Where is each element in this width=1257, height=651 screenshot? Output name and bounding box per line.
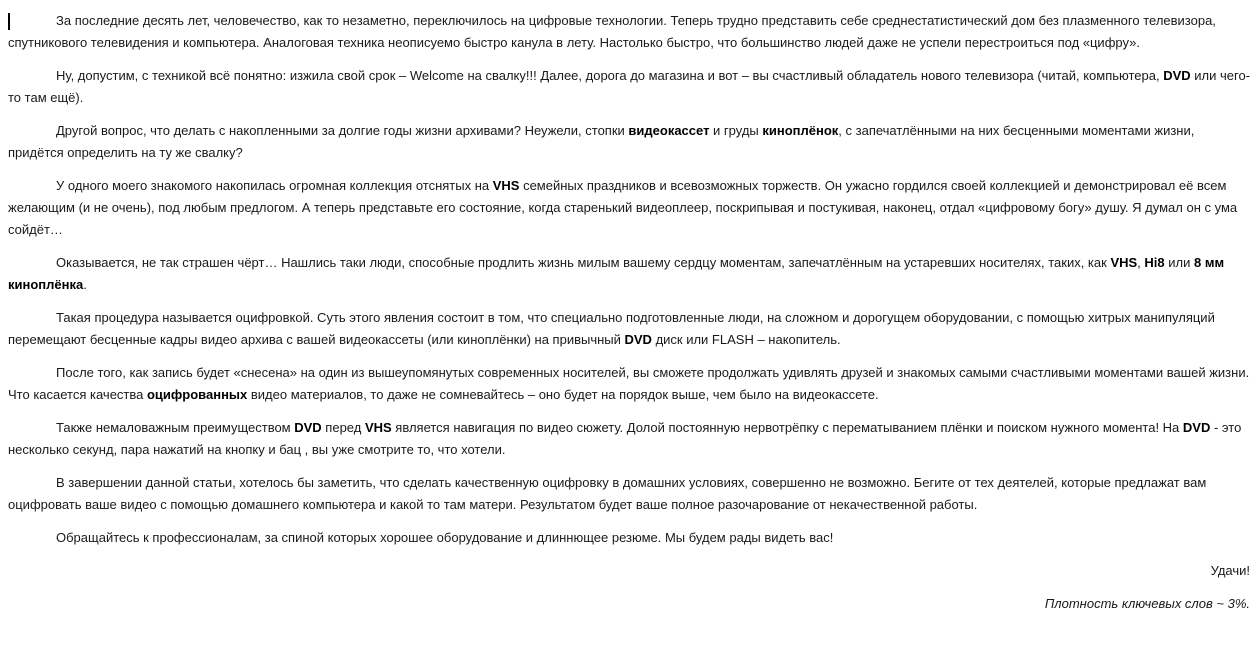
text-run: Такая процедура называется оцифровкой. Суть этого явления состоит в том, что специально подготовленные люди, на сложном и дорогущем оборудовании, с помощью хитрых манипуляций перемещают бесценные кадры видео архива с вашей видеокассеты (или киноплёнки) на привычный bbox=[8, 310, 1215, 347]
paragraph bbox=[8, 472, 1252, 516]
text-run: Ну, допустим, с техникой всё понятно: изжила свой срок – Welcome на свалку!!! Далее, дорога до магазина и вот – вы счастливый обладатель нового телевизора (читай, компьютера, bbox=[56, 68, 1164, 83]
text-run: , с запечатлёнными на них бесценными моментами жизни, придётся определить на ту же свалку? bbox=[8, 123, 1195, 160]
text-run: перед bbox=[321, 420, 365, 435]
bold-keyword: DVD bbox=[624, 332, 652, 347]
paragraph bbox=[8, 65, 1252, 109]
text-run: . bbox=[83, 277, 87, 292]
text-run: семейных праздников и всевозможных торжеств. Он ужасно гордился своей коллекцией и демонстрировал её всем желающим (и не очень), под любым предлогом. А теперь представьте его состояние, когда старенький видеоплеер, поскрипывая и постукивая, наконец, отдал «цифровому богу» душу. Я думал он с ума сойдёт… bbox=[8, 178, 1238, 237]
text-run: и груды bbox=[709, 123, 763, 138]
bold-keyword: оцифрованных bbox=[146, 387, 248, 402]
text-run: является навигация по видео сюжету. Долой постоянную нервотрёпку с перематыванием плёнки и поиском нужного момента! На bbox=[391, 420, 1183, 435]
text-run: или чего-то там ещё). bbox=[8, 68, 1251, 105]
bold-keyword: DVD bbox=[294, 420, 322, 435]
text-run: Обращайтесь к профессионалам, за спиной которых хорошее оборудование и длиннющее резюме. Мы будем рады видеть вас! bbox=[56, 530, 834, 545]
bold-keyword: DVD bbox=[1163, 68, 1191, 83]
bold-keyword: киноплёнок bbox=[762, 123, 839, 138]
text-run: За последние десять лет, человечество, как то незаметно, переключилось на цифровые технологии. Теперь трудно представить себе среднестатистический дом без плазменного телевизора, спутникового телевидения и компьютера. Аналоговая техника неописуемо быстро канула в лету. Настолько быстро, что большинство людей даже не успели перестроиться под «цифру». bbox=[8, 13, 1216, 50]
text-run: Оказывается, не так страшен чёрт… Нашлись таки люди, способные продлить жизнь милым вашему сердцу моментам, запечатлённым на устаревших носителях, таких, как bbox=[56, 255, 1111, 270]
text-run: Также немаловажным преимуществом bbox=[56, 420, 295, 435]
text-run: , bbox=[1137, 255, 1145, 270]
bold-keyword: Hi8 bbox=[1144, 255, 1165, 270]
paragraph bbox=[8, 527, 1252, 549]
bold-keyword: VHS bbox=[364, 420, 392, 435]
keyword-density-note: Плотность ключевых слов ~ 3%. bbox=[1044, 596, 1250, 611]
paragraph bbox=[8, 252, 1252, 296]
paragraph bbox=[8, 175, 1252, 241]
text-run: В завершении данной статьи, хотелось бы заметить, что сделать качественную оцифровку в домашних условиях, совершенно не возможно. Бегите от тех деятелей, которые предлажат вам оцифровать ваше видео с помощью домашнего компьютера и какой то там матери. Результатом будет ваше полное разочарование от некачественной работы. bbox=[8, 475, 1207, 512]
paragraph bbox=[8, 362, 1252, 406]
document-body[interactable] bbox=[8, 10, 1252, 626]
bold-keyword: VHS bbox=[492, 178, 520, 193]
text-run: - это несколько секунд, пара нажатий на кнопку и бац , вы уже смотрите то, что хотели. bbox=[8, 420, 1242, 457]
bold-keyword: видеокассет bbox=[628, 123, 710, 138]
bold-keyword: 8 мм киноплёнка bbox=[8, 255, 1225, 292]
text-run: У одного моего знакомого накопилась огромная коллекция отснятых на bbox=[56, 178, 493, 193]
text-run: Другой вопрос, что делать с накопленными за долгие годы жизни архивами? Неужели, стопки bbox=[56, 123, 629, 138]
paragraph bbox=[8, 417, 1252, 461]
closing-line: Удачи! bbox=[1210, 563, 1250, 578]
text-run: видео материалов, то даже не сомневайтесь – оно будет на порядок выше, чем было на видеокассете. bbox=[247, 387, 879, 402]
text-run: После того, как запись будет «снесена» на один из вышеупомянутых современных носителей, вы сможете продолжать удивлять друзей и знакомых самыми счастливыми моментами вашей жизни. Что касается качества bbox=[8, 365, 1250, 402]
paragraph bbox=[8, 120, 1252, 164]
paragraph bbox=[8, 10, 1252, 54]
text-run: диск или FLASH – накопитель. bbox=[651, 332, 841, 347]
bold-keyword: DVD bbox=[1182, 420, 1211, 435]
paragraph bbox=[8, 307, 1252, 351]
bold-keyword: VHS bbox=[1110, 255, 1138, 270]
text-run: или bbox=[1164, 255, 1194, 270]
